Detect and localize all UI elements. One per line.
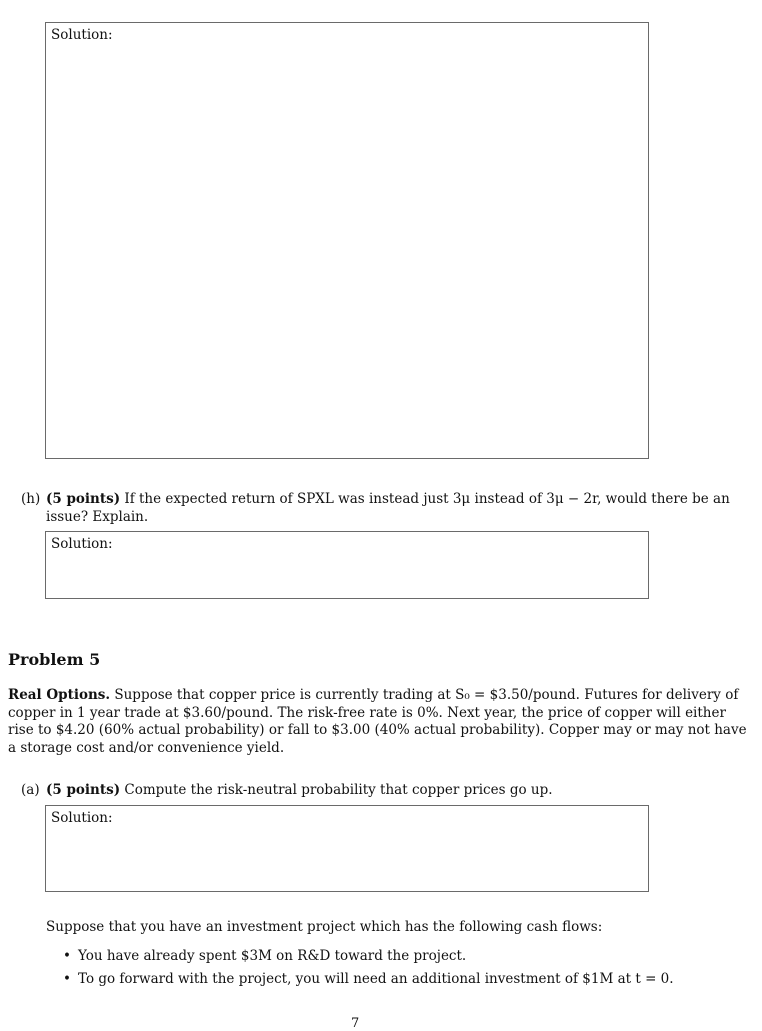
list-item-text: To go forward with the project, you will need an additional investment of $1M at t = 0. <box>78 971 674 987</box>
problem-intro-line4: a storage cost and/or convenience yield. <box>8 739 285 756</box>
problem-intro <box>8 687 747 757</box>
question-h-text: If the expected return of SPXL was instead just 3μ instead of 3μ − 2r, would there be an <box>120 491 730 507</box>
question-h-label: (h) <box>21 491 41 507</box>
solution-box-h[interactable] <box>45 531 649 599</box>
question-h-points: (5 points) <box>46 491 121 507</box>
question-a-points: (5 points) <box>46 782 121 798</box>
page-number: 7 <box>351 1016 360 1031</box>
solution-label: Solution: <box>51 810 113 826</box>
bullet-icon: • <box>63 948 71 964</box>
question-h <box>21 490 730 530</box>
problem-intro-line3: rise to $4.20 (60% actual probability) or fall to $3.00 (40% actual probability). Copper may or may not have <box>8 722 747 739</box>
solution-box-a[interactable] <box>45 805 649 892</box>
solution-box-g[interactable] <box>45 22 649 459</box>
solution-label: Solution: <box>51 536 113 552</box>
project-intro: Suppose that you have an investment project which has the following cash flows: <box>46 919 603 935</box>
problem-title: Problem 5 <box>8 650 101 669</box>
question-h-line1 <box>46 490 730 508</box>
solution-label: Solution: <box>51 27 113 43</box>
question-a-label: (a) <box>21 782 40 798</box>
question-a <box>21 781 711 801</box>
bullet-icon: • <box>63 971 71 987</box>
question-h-line2: issue? Explain. <box>46 509 149 525</box>
list-item-text: You have already spent $3M on R&D toward the project. <box>78 948 467 964</box>
problem-intro-line2: copper in 1 year trade at $3.60/pound. The risk-free rate is 0%. Next year, the price of copper will either <box>8 704 726 721</box>
problem-intro-bold: Real Options. <box>8 687 111 703</box>
question-a-text: Compute the risk-neutral probability that copper prices go up. <box>120 782 553 798</box>
problem-intro-line1: Suppose that copper price is currently trading at S₀ = $3.50/pound. Futures for delivery of <box>110 687 739 703</box>
